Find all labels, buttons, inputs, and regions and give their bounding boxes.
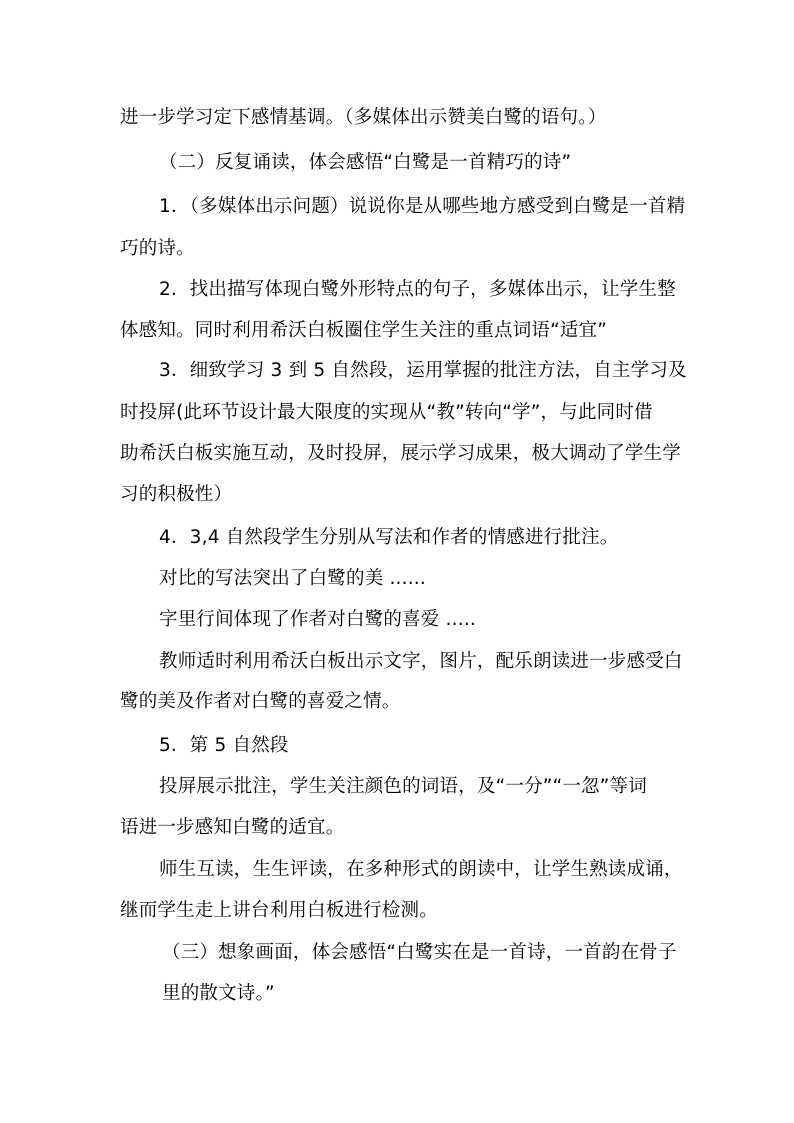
section-heading-3: （三）想象画面，体会感悟“白鹭实在是一首诗，一首韵在骨子 bbox=[162, 942, 677, 963]
text-line: 4．3,4 自然段学生分别从写法和作者的情感进行批注。 bbox=[159, 527, 619, 548]
text-line: 习的积极性） bbox=[120, 484, 233, 505]
text-line: 语进一步感知白鹭的适宜。 bbox=[120, 817, 345, 838]
text-line: 巧的诗。 bbox=[120, 238, 195, 259]
text-line: 时投屏(此环节设计最大限度的实现从“教”转向“学”，与此同时借 bbox=[120, 402, 653, 423]
text-line: 5．第 5 自然段 bbox=[159, 735, 289, 756]
text-line: 1．（多媒体出示问题）说说你是从哪些地方感受到白鹭是一首精 bbox=[159, 196, 686, 217]
text-line: 继而学生走上讲台利用白板进行检测。 bbox=[120, 900, 438, 921]
text-line: 进一步学习定下感情基调。（多媒体出示赞美白鹭的语句。） bbox=[120, 107, 607, 128]
text-line: 体感知。同时利用希沃白板圈住学生关注的重点词语“适宜” bbox=[120, 320, 608, 341]
text-line: 2．找出描写体现白鹭外形特点的句子，多媒体出示，让学生整 bbox=[159, 279, 676, 300]
text-line: 鹭的美及作者对白鹭的喜爱之情。 bbox=[120, 691, 401, 712]
text-line: 教师适时利用希沃白板出示文字，图片，配乐朗读进一步感受白 bbox=[159, 651, 683, 672]
text-line: 3．细致学习 3 到 5 自然段，运用掌握的批注方法，自主学习及 bbox=[159, 360, 687, 381]
section-heading-2: （二）反复诵读，体会感悟“白鹭是一首精巧的诗” bbox=[159, 152, 572, 173]
text-line: 助希沃白板实施互动，及时投屏，展示学习成果，极大调动了学生学 bbox=[120, 443, 682, 464]
text-line: 投屏展示批注，学生关注颜色的词语，及“一分”“一忽”等词 bbox=[159, 776, 647, 797]
text-line: 字里行间体现了作者对白鹭的喜爱 ..... bbox=[159, 609, 476, 630]
text-line: 对比的写法突出了白鹭的美 ...... bbox=[159, 568, 426, 589]
text-line: 师生互读，生生评读，在多种形式的朗读中，让学生熟读成诵， bbox=[159, 859, 683, 880]
text-line: 里的散文诗。” bbox=[162, 983, 275, 1004]
